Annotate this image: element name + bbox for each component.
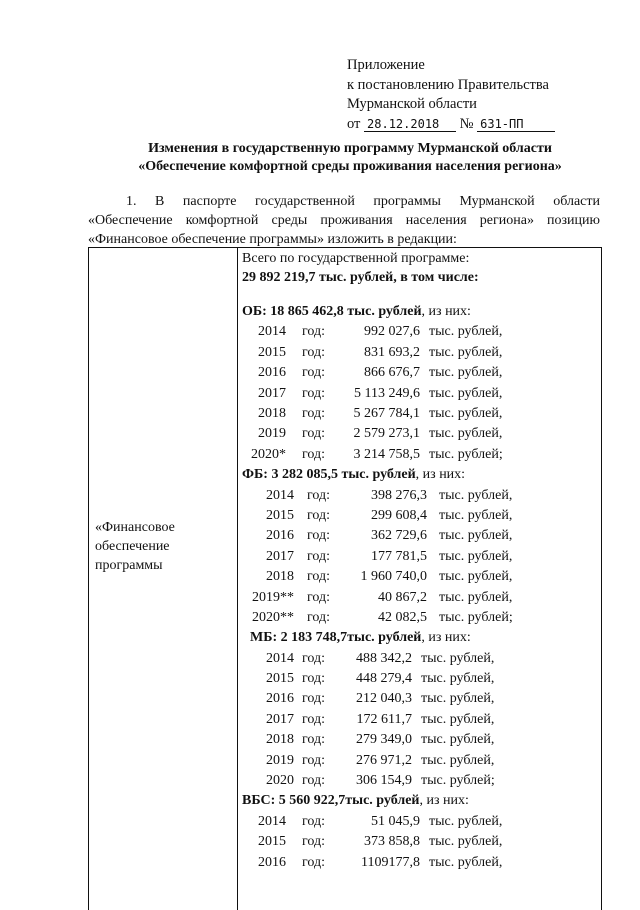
amount-cell: 5 113 249,6 [354, 385, 420, 401]
source-total: ВБС: 5 560 922,7тыс. рублей [242, 793, 420, 809]
year-cell: 2015 [266, 671, 294, 687]
year-word: год: [302, 324, 326, 340]
year-word: год: [307, 507, 331, 523]
appendix-header [347, 56, 555, 134]
number-prefix: № [459, 115, 474, 132]
year-word: год: [302, 344, 326, 360]
paragraph-line-2: «Обеспечение комфортной среды проживания населения региона» позицию [88, 213, 600, 228]
amount-cell: 177 781,5 [371, 548, 427, 564]
year-word: год: [302, 732, 326, 748]
year-cell: 2018 [266, 569, 294, 585]
unit-cell: тыс. рублей, [429, 344, 503, 360]
funding-table [88, 247, 602, 910]
amount-cell: 5 267 784,1 [353, 405, 420, 421]
year-cell: 2014 [266, 487, 294, 503]
source-total: ОБ: 18 865 462,8 тыс. рублей [242, 304, 422, 319]
year-cell: 2017 [258, 385, 286, 401]
source-suffix: , из них: [421, 304, 471, 319]
amount-cell: 51 045,9 [371, 813, 420, 829]
year-cell: 2016 [266, 691, 294, 707]
total-amount [242, 268, 597, 288]
year-row [242, 832, 597, 852]
year-cell: 2016 [266, 528, 294, 544]
source-heading [242, 791, 597, 811]
paragraph-line-3: «Финансовое обеспечение программы» изложить в редакции: [88, 232, 457, 247]
appendix-title: Приложение [347, 57, 425, 73]
year-cell: 2020 [266, 773, 294, 789]
amount-cell: 398 276,3 [371, 487, 427, 503]
year-word: год: [302, 854, 326, 870]
year-word: год: [302, 385, 326, 401]
year-row [242, 730, 597, 750]
source-suffix: , из них: [415, 467, 466, 483]
year-row [242, 384, 597, 404]
year-cell: 2014 [266, 650, 294, 666]
year-row [242, 669, 597, 689]
amount-cell: 3 214 758,5 [353, 446, 420, 462]
amount-cell: 299 608,4 [371, 507, 427, 523]
year-cell: 2017 [266, 711, 294, 727]
year-word: год: [302, 426, 326, 442]
year-cell: 2020* [251, 446, 286, 462]
unit-cell: тыс. рублей, [421, 650, 495, 666]
year-word: год: [302, 365, 326, 381]
source-total: ФБ: 3 282 085,5 тыс. рублей [242, 467, 416, 483]
unit-cell: тыс. рублей, [421, 671, 495, 687]
paragraph-1 [88, 192, 600, 249]
financing-details [242, 250, 597, 873]
year-row [242, 445, 597, 465]
unit-cell: тыс. рублей, [429, 854, 503, 870]
year-row [242, 526, 597, 546]
paragraph-line-1: 1. В паспорте государственной программы Мурманской области [126, 194, 600, 209]
year-row [242, 608, 597, 628]
unit-cell: тыс. рублей; [439, 609, 513, 625]
year-word: год: [302, 813, 326, 829]
year-row [242, 588, 597, 608]
year-word: год: [307, 528, 331, 544]
date-prefix: от [347, 115, 361, 132]
year-cell: 2017 [266, 548, 294, 564]
unit-cell: тыс. рублей, [439, 569, 513, 585]
amount-cell: 40 867,2 [378, 589, 427, 605]
amount-cell: 488 342,2 [356, 650, 412, 666]
year-cell: 2018 [258, 405, 286, 421]
unit-cell: тыс. рублей, [429, 405, 503, 421]
appendix-date-number [347, 115, 555, 135]
unit-cell: тыс. рублей, [421, 752, 495, 768]
year-row [242, 649, 597, 669]
amount-cell: 866 676,7 [364, 365, 420, 381]
amount-cell: 2 579 273,1 [353, 426, 420, 442]
resolution-number: 631-ПП [477, 117, 555, 132]
source-heading [242, 628, 597, 648]
amount-cell: 212 040,3 [356, 691, 412, 707]
year-word: год: [302, 773, 326, 789]
year-word: год: [307, 548, 331, 564]
unit-cell: тыс. рублей, [429, 365, 503, 381]
unit-cell: тыс. рублей, [439, 528, 513, 544]
year-row [242, 506, 597, 526]
year-word: год: [302, 405, 326, 421]
row-label-line-1: «Финансовое [95, 520, 175, 535]
appendix-region: Мурманской области [347, 96, 477, 112]
year-row [242, 689, 597, 709]
total-value: 29 892 219,7 тыс. рублей [242, 270, 394, 285]
funding-sources [242, 302, 597, 873]
year-cell: 2015 [258, 344, 286, 360]
year-row [242, 404, 597, 424]
year-cell: 2015 [266, 507, 294, 523]
amount-cell: 276 971,2 [356, 752, 412, 768]
unit-cell: тыс. рублей, [421, 732, 495, 748]
year-cell: 2018 [266, 732, 294, 748]
document-title [60, 140, 640, 176]
resolution-date: 28.12.2018 [364, 117, 456, 132]
unit-cell: тыс. рублей, [429, 324, 503, 340]
year-word: год: [302, 446, 326, 462]
year-cell: 2014 [258, 813, 286, 829]
total-suffix: , в том числе: [393, 270, 479, 285]
amount-cell: 992 027,6 [364, 324, 420, 340]
year-row [242, 343, 597, 363]
source-suffix: , из них: [421, 630, 471, 646]
unit-cell: тыс. рублей, [421, 711, 495, 727]
source-total: МБ: 2 183 748,7тыс. рублей [250, 630, 422, 646]
appendix-resolution: к постановлению Правительства [347, 76, 549, 93]
unit-cell: тыс. рублей; [429, 446, 503, 462]
year-row [242, 567, 597, 587]
year-row [242, 710, 597, 730]
unit-cell: тыс. рублей, [429, 834, 503, 850]
year-word: год: [307, 589, 331, 605]
year-cell: 2014 [258, 324, 286, 340]
amount-cell: 448 279,4 [356, 671, 412, 687]
year-cell: 2015 [258, 834, 286, 850]
year-row [242, 322, 597, 342]
unit-cell: тыс. рублей, [429, 813, 503, 829]
amount-cell: 42 082,5 [378, 609, 427, 625]
source-heading [242, 465, 597, 485]
year-word: год: [302, 834, 326, 850]
amount-cell: 306 154,9 [356, 773, 412, 789]
year-cell: 2016 [258, 854, 286, 870]
year-word: год: [302, 691, 326, 707]
year-row [242, 812, 597, 832]
year-row [242, 363, 597, 383]
year-cell: 2016 [258, 365, 286, 381]
amount-cell: 1 960 740,0 [360, 569, 427, 585]
year-cell: 2019 [266, 752, 294, 768]
source-heading [242, 302, 597, 322]
unit-cell: тыс. рублей, [429, 385, 503, 401]
year-word: год: [307, 569, 331, 585]
amount-cell: 1109177,8 [361, 854, 420, 870]
year-word: год: [307, 487, 331, 503]
year-row [242, 486, 597, 506]
row-label-line-3: программы [95, 558, 163, 573]
year-row [242, 853, 597, 873]
amount-cell: 279 349,0 [356, 732, 412, 748]
year-row [242, 424, 597, 444]
amount-cell: 831 693,2 [364, 344, 420, 360]
unit-cell: тыс. рублей, [439, 589, 513, 605]
unit-cell: тыс. рублей, [421, 691, 495, 707]
year-cell: 2020** [252, 609, 294, 625]
source-suffix: , из них: [419, 793, 469, 809]
total-intro: Всего по государственной программе: [242, 251, 470, 266]
amount-cell: 362 729,6 [371, 528, 427, 544]
unit-cell: тыс. рублей; [421, 773, 495, 789]
spacer [242, 288, 597, 302]
year-word: год: [302, 671, 326, 687]
table-column-divider [237, 248, 238, 910]
unit-cell: тыс. рублей, [429, 426, 503, 442]
year-row [242, 751, 597, 771]
year-cell: 2019 [258, 426, 286, 442]
year-row [242, 771, 597, 791]
year-word: год: [307, 609, 331, 625]
unit-cell: тыс. рублей, [439, 487, 513, 503]
year-word: год: [302, 711, 326, 727]
title-line-2: «Обеспечение комфортной среды проживания населения региона» [138, 159, 562, 174]
year-word: год: [302, 650, 326, 666]
unit-cell: тыс. рублей, [439, 548, 513, 564]
amount-cell: 172 611,7 [356, 711, 412, 727]
amount-cell: 373 858,8 [364, 834, 420, 850]
row-label-line-2: обеспечение [95, 539, 170, 554]
unit-cell: тыс. рублей, [439, 507, 513, 523]
year-row [242, 547, 597, 567]
row-label-financing [95, 518, 235, 575]
title-line-1: Изменения в государственную программу Мурманской области [148, 141, 552, 156]
year-cell: 2019** [252, 589, 294, 605]
year-word: год: [302, 752, 326, 768]
